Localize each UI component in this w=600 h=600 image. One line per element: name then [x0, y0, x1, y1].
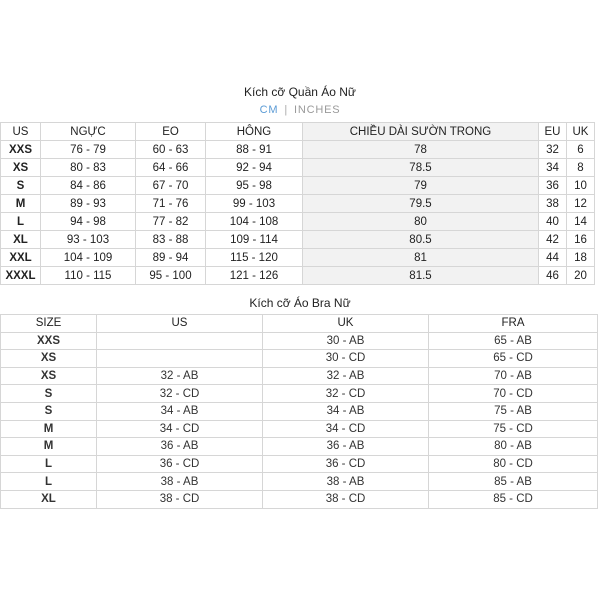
- table-cell: 92 - 94: [206, 159, 303, 177]
- table-cell: 104 - 109: [41, 249, 136, 267]
- table-row: [1, 420, 598, 438]
- table-row: [1, 332, 598, 350]
- table-row: [1, 213, 595, 231]
- table-cell: 109 - 114: [206, 231, 303, 249]
- bra-header-cell: UK: [263, 315, 429, 333]
- table-cell: 80.5: [303, 231, 539, 249]
- table-cell: 38 - CD: [263, 490, 429, 508]
- table-cell: 81: [303, 249, 539, 267]
- table-cell: 36 - AB: [97, 438, 263, 456]
- table-cell: 70 - CD: [429, 385, 598, 403]
- table-row: [1, 455, 598, 473]
- table-cell: 38 - CD: [97, 490, 263, 508]
- table-cell: 89 - 94: [136, 249, 206, 267]
- table-cell: 64 - 66: [136, 159, 206, 177]
- table-cell: 80 - CD: [429, 455, 598, 473]
- table-cell: S: [1, 177, 41, 195]
- table-cell: 20: [567, 267, 595, 285]
- table-cell: 79: [303, 177, 539, 195]
- bra-header-cell: US: [97, 315, 263, 333]
- table-cell: 12: [567, 195, 595, 213]
- table-cell: 104 - 108: [206, 213, 303, 231]
- table-row: [1, 490, 598, 508]
- table-cell: 80 - 83: [41, 159, 136, 177]
- table-cell: XS: [1, 159, 41, 177]
- table-cell: 67 - 70: [136, 177, 206, 195]
- table-cell: 121 - 126: [206, 267, 303, 285]
- table-cell: 46: [539, 267, 567, 285]
- table-cell: 81.5: [303, 267, 539, 285]
- table-cell: 16: [567, 231, 595, 249]
- table-cell: 78: [303, 141, 539, 159]
- table-cell: 115 - 120: [206, 249, 303, 267]
- table-cell: 85 - AB: [429, 473, 598, 491]
- table-cell: L: [1, 455, 97, 473]
- table-cell: 99 - 103: [206, 195, 303, 213]
- clothing-header-cell: US: [1, 123, 41, 141]
- clothing-size-title: Kích cỡ Quần Áo Nữ: [244, 85, 356, 99]
- table-cell: S: [1, 402, 97, 420]
- table-cell: 38: [539, 195, 567, 213]
- table-cell: XXL: [1, 249, 41, 267]
- table-cell: 94 - 98: [41, 213, 136, 231]
- table-cell: 85 - CD: [429, 490, 598, 508]
- unit-inches-option[interactable]: INCHES: [294, 104, 341, 116]
- table-cell: 18: [567, 249, 595, 267]
- table-cell: 78.5: [303, 159, 539, 177]
- bra-size-title: Kích cỡ Áo Bra Nữ: [249, 296, 351, 310]
- table-cell: 65 - AB: [429, 332, 598, 350]
- table-cell: 10: [567, 177, 595, 195]
- clothing-header-cell: HÔNG: [206, 123, 303, 141]
- table-row: [1, 177, 595, 195]
- table-cell: XS: [1, 350, 97, 368]
- table-cell: 34 - CD: [97, 420, 263, 438]
- clothing-size-table: [0, 122, 595, 285]
- table-cell: 70 - AB: [429, 367, 598, 385]
- clothing-header-cell: NGỰC: [41, 123, 136, 141]
- table-cell: M: [1, 438, 97, 456]
- table-cell: 36 - AB: [263, 438, 429, 456]
- table-cell: 30 - CD: [263, 350, 429, 368]
- table-cell: 38 - AB: [97, 473, 263, 491]
- table-cell: 75 - CD: [429, 420, 598, 438]
- table-cell: 32 - CD: [97, 385, 263, 403]
- table-cell: XL: [1, 490, 97, 508]
- table-cell: 89 - 93: [41, 195, 136, 213]
- table-cell: 38 - AB: [263, 473, 429, 491]
- table-cell: M: [1, 195, 41, 213]
- table-cell: 95 - 100: [136, 267, 206, 285]
- table-cell: 40: [539, 213, 567, 231]
- table-row: [1, 438, 598, 456]
- table-cell: 93 - 103: [41, 231, 136, 249]
- table-cell: 32 - CD: [263, 385, 429, 403]
- table-cell: 32: [539, 141, 567, 159]
- table-cell: S: [1, 385, 97, 403]
- table-cell: 44: [539, 249, 567, 267]
- table-cell: XS: [1, 367, 97, 385]
- table-cell: 60 - 63: [136, 141, 206, 159]
- table-row: [1, 141, 595, 159]
- clothing-header-cell: CHIỀU DÀI SƯỜN TRONG: [303, 123, 539, 141]
- table-cell: 80 - AB: [429, 438, 598, 456]
- table-cell: L: [1, 473, 97, 491]
- table-row: [1, 231, 595, 249]
- table-cell: 32 - AB: [263, 367, 429, 385]
- table-cell: 84 - 86: [41, 177, 136, 195]
- table-cell: 14: [567, 213, 595, 231]
- unit-cm-option[interactable]: CM: [259, 104, 279, 116]
- table-row: [1, 267, 595, 285]
- table-cell: 65 - CD: [429, 350, 598, 368]
- table-cell: 36 - CD: [263, 455, 429, 473]
- table-cell: M: [1, 420, 97, 438]
- table-cell: 75 - AB: [429, 402, 598, 420]
- table-cell: 77 - 82: [136, 213, 206, 231]
- unit-separator: |: [284, 104, 288, 116]
- table-cell: 6: [567, 141, 595, 159]
- table-row: [1, 473, 598, 491]
- bra-header-cell: FRA: [429, 315, 598, 333]
- table-cell: 79.5: [303, 195, 539, 213]
- table-cell: 32 - AB: [97, 367, 263, 385]
- table-cell: 30 - AB: [263, 332, 429, 350]
- clothing-header-cell: UK: [567, 123, 595, 141]
- table-row: [1, 367, 598, 385]
- table-row: [1, 385, 598, 403]
- table-cell: 36 - CD: [97, 455, 263, 473]
- table-cell: 71 - 76: [136, 195, 206, 213]
- table-header-row: [1, 315, 598, 333]
- table-cell: 8: [567, 159, 595, 177]
- table-cell: 34 - AB: [263, 402, 429, 420]
- table-cell: [97, 350, 263, 368]
- table-cell: 34 - AB: [97, 402, 263, 420]
- bra-header-cell: SIZE: [1, 315, 97, 333]
- table-cell: 80: [303, 213, 539, 231]
- table-row: [1, 195, 595, 213]
- table-cell: 88 - 91: [206, 141, 303, 159]
- table-cell: 34 - CD: [263, 420, 429, 438]
- table-cell: XXXL: [1, 267, 41, 285]
- clothing-header-cell: EO: [136, 123, 206, 141]
- table-row: [1, 402, 598, 420]
- table-cell: XXS: [1, 141, 41, 159]
- table-cell: 42: [539, 231, 567, 249]
- table-cell: 110 - 115: [41, 267, 136, 285]
- table-cell: 76 - 79: [41, 141, 136, 159]
- table-cell: XXS: [1, 332, 97, 350]
- table-cell: L: [1, 213, 41, 231]
- table-cell: [97, 332, 263, 350]
- bra-size-table: [0, 314, 598, 509]
- clothing-header-cell: EU: [539, 123, 567, 141]
- table-row: [1, 159, 595, 177]
- table-cell: 36: [539, 177, 567, 195]
- table-row: [1, 249, 595, 267]
- table-row: [1, 350, 598, 368]
- table-cell: 95 - 98: [206, 177, 303, 195]
- table-cell: 83 - 88: [136, 231, 206, 249]
- table-header-row: [1, 123, 595, 141]
- table-cell: XL: [1, 231, 41, 249]
- table-cell: 34: [539, 159, 567, 177]
- unit-toggle: [0, 104, 600, 116]
